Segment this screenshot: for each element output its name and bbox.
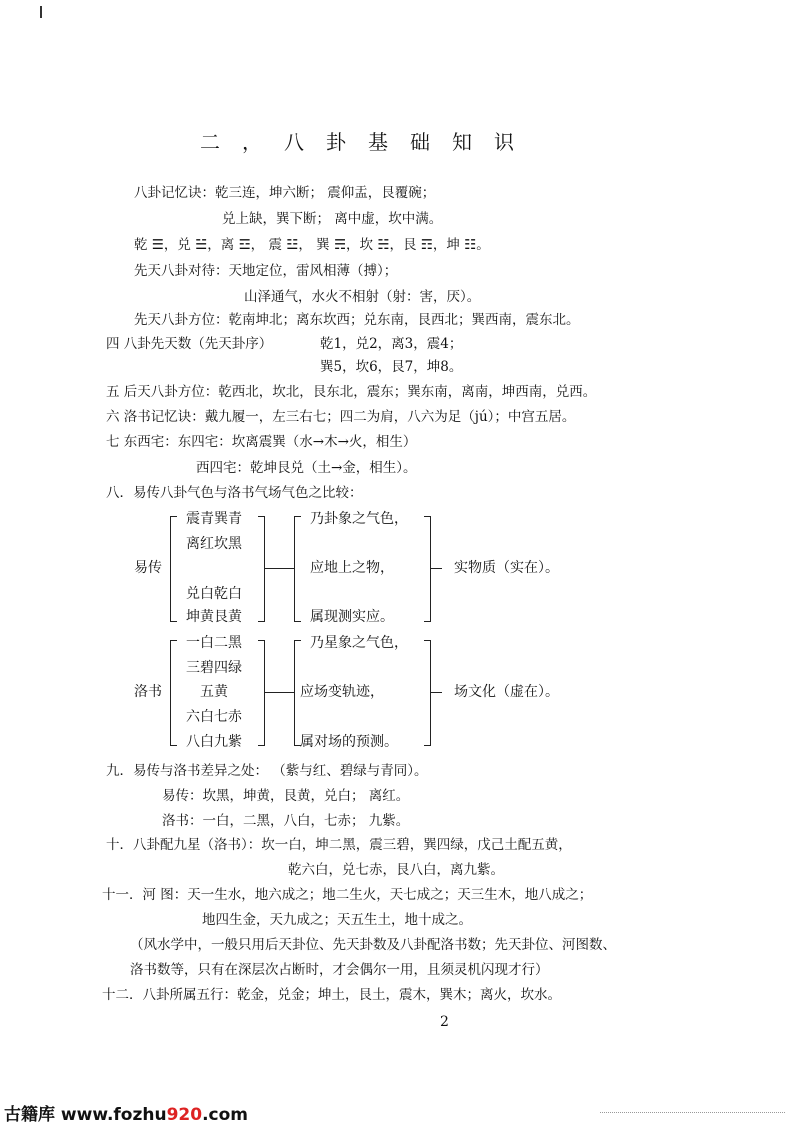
text-line-19: 十一．河 图：天一生水，地六成之；地二生火，天七成之；天三生木，地八成之； <box>102 887 593 903</box>
text-line-7b: 乾1，兑2，离3，震4； <box>320 336 463 352</box>
trigram-line: 乾 ☰，兑 ☱，离 ☲， 震 ☳， 巽 ☴，坎 ☵，艮 ☶，坤 ☷。 <box>134 237 490 253</box>
luoshu-item-4: 六白七赤 <box>186 709 242 725</box>
text-line-22: 洛书数等，只有在深层次占断时，才会偶尔一用，且须灵机闪现才行） <box>130 962 549 978</box>
yizhuan-item-2: 离红坎黑 <box>186 536 242 552</box>
luoshu-connector-1 <box>264 692 294 693</box>
text-line-12: 西四宅：乾坤艮兑（土→金，相生）。 <box>196 460 417 476</box>
luoshu-result: 场文化（虚在）。 <box>454 684 559 700</box>
text-line-16: 洛书：一白，二黑，八白，七赤； 九紫。 <box>162 813 410 829</box>
yizhuan-item-4: 坤黄艮黄 <box>186 609 242 625</box>
yizhuan-brace-right <box>258 516 265 622</box>
text-line-17: 十．八卦配九星（洛书）：坎一白，坤二黑，震三碧，巽四绿，戊己土配五黄， <box>106 837 572 853</box>
luoshu-item-2: 三碧四绿 <box>186 660 242 676</box>
text-line-6: 先天八卦方位：乾南坤北；离东坎西；兑东南，艮西北；巽西南，震东北。 <box>134 312 580 328</box>
text-line-8: 巽5，坎6，艮7，坤8。 <box>320 359 463 375</box>
text-line-2: 兑上缺，巽下断； 离中虚，坎中满。 <box>222 211 443 227</box>
text-line-7a: 四 八卦先天数（先天卦序） <box>106 336 273 352</box>
footer-dotted-rule <box>600 1112 785 1113</box>
watermark-footer <box>0 1100 793 1125</box>
text-line-10: 六 洛书记忆诀：戴九履一，左三右七；四二为肩，八六为足（jú）；中宫五居。 <box>106 409 576 425</box>
luoshu-label: 洛书 <box>134 684 162 700</box>
yizhuan-mid-brace-left <box>294 516 301 622</box>
text-line-5: 山泽通气，水火不相射（射：害，厌）。 <box>244 289 481 305</box>
yizhuan-brace-left <box>170 516 177 622</box>
yizhuan-mid-brace-right <box>424 516 431 622</box>
luoshu-item-5: 八白九紫 <box>186 734 242 750</box>
text-line-15: 易传：坎黑，坤黄，艮黄，兑白； 离红。 <box>162 788 410 804</box>
yizhuan-connector-1 <box>264 568 294 569</box>
text-line-9: 五 后天八卦方位：乾西北，坎北，艮东北，震东；巽东南，离南，坤西南，兑西。 <box>106 384 597 400</box>
watermark-site-suffix: .com <box>202 1105 249 1125</box>
text-line-11: 七 东西宅：东四宅：坎离震巽（水→木→火，相生） <box>106 434 417 450</box>
luoshu-mid-1: 乃星象之气色， <box>310 635 408 651</box>
luoshu-mid-brace-right <box>424 640 431 746</box>
yizhuan-label: 易传 <box>134 560 162 576</box>
text-line-18: 乾六白，兑七赤，艮八白，离九紫。 <box>288 862 504 878</box>
luoshu-brace-right <box>258 640 265 746</box>
page-title: 二，八卦基础知识 <box>200 130 536 154</box>
luoshu-connector-2 <box>430 692 442 693</box>
text-line-14: 九．易传与洛书差异之处： （紫与红、碧绿与青同）。 <box>106 763 428 779</box>
watermark-site-prefix: 古籍库 www.fozhu <box>4 1105 167 1125</box>
luoshu-item-3: 五黄 <box>200 684 228 700</box>
yizhuan-mid-3: 属现测实应。 <box>310 609 394 625</box>
text-line-21: （风水学中，一般只用后天卦位、先天卦数及八卦配洛书数；先天卦位、河图数、 <box>130 937 616 953</box>
yizhuan-mid-1: 乃卦象之气色， <box>310 511 408 527</box>
yizhuan-mid-2: 应地上之物， <box>310 560 394 576</box>
text-line-4: 先天八卦对待：天地定位，雷风相薄（搏）； <box>134 263 398 279</box>
yizhuan-connector-2 <box>430 568 442 569</box>
yizhuan-result: 实物质（实在）。 <box>454 560 559 576</box>
luoshu-item-1: 一白二黑 <box>186 635 242 651</box>
page-number: 2 <box>440 1014 449 1030</box>
text-line-20: 地四生金，天九成之；天五生土，地十成之。 <box>202 912 472 928</box>
luoshu-mid-3: 属对场的预测。 <box>300 734 398 750</box>
text-line-13: 八．易传八卦气色与洛书气场气色之比较： <box>106 485 363 501</box>
luoshu-brace-left <box>170 640 177 746</box>
corner-mark <box>40 6 42 18</box>
yizhuan-item-1: 震青巽青 <box>186 511 242 527</box>
watermark-site-number: 920 <box>166 1105 203 1125</box>
text-line-23: 十二．八卦所属五行：乾金，兑金；坤土，艮土，震木，巽木；离火，坎水。 <box>102 987 561 1003</box>
yizhuan-item-3: 兑白乾白 <box>186 586 242 602</box>
text-line-1: 八卦记忆诀：乾三连，坤六断； 震仰盂，艮覆碗； <box>134 185 436 201</box>
luoshu-mid-2: 应场变轨迹， <box>300 684 384 700</box>
